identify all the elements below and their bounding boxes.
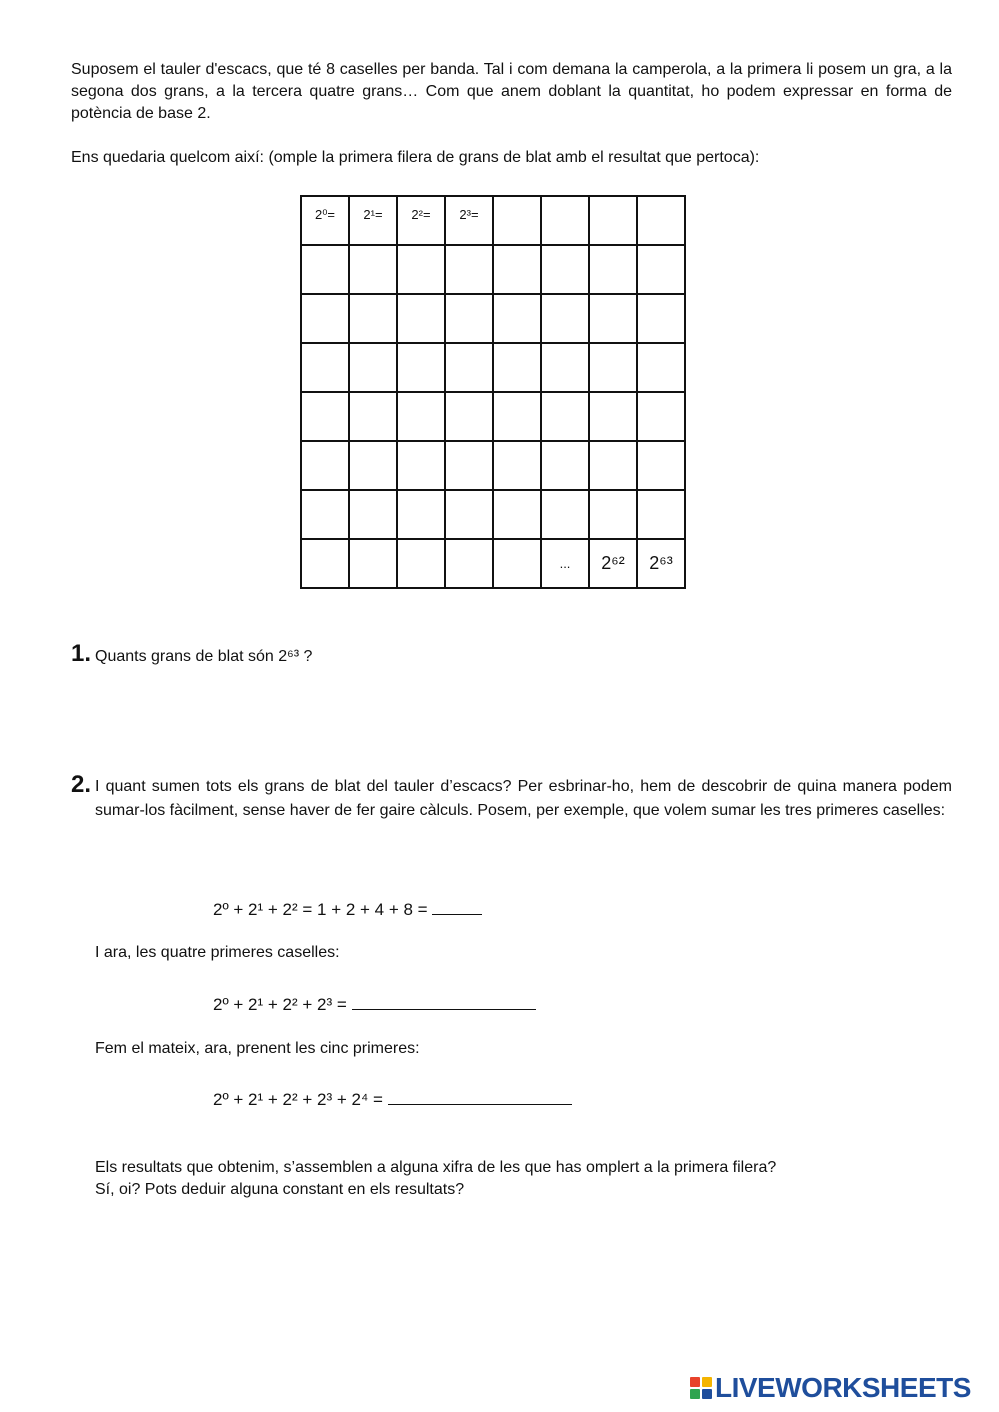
- board-cell: [445, 392, 493, 441]
- board-cell: [445, 294, 493, 343]
- board-cell: [541, 343, 589, 392]
- board-row: [301, 392, 685, 441]
- equation-four-cells: [213, 991, 536, 1016]
- board-cell: [637, 392, 685, 441]
- board-cell: [301, 490, 349, 539]
- board-cell: [493, 539, 541, 588]
- board-cell: [445, 245, 493, 294]
- board-cell: [397, 392, 445, 441]
- answer-blank-3[interactable]: [388, 1086, 572, 1105]
- board-cell[interactable]: [637, 196, 685, 245]
- board-row: [301, 343, 685, 392]
- board-row-last: [301, 539, 685, 588]
- board-cell[interactable]: [493, 196, 541, 245]
- board-cell: [589, 294, 637, 343]
- question-1-number: 1.: [71, 640, 92, 667]
- board-cell: [589, 490, 637, 539]
- board-cell: [349, 441, 397, 490]
- board-cell: [301, 294, 349, 343]
- liveworksheets-logo-icon: [690, 1377, 712, 1399]
- board-cell: [589, 392, 637, 441]
- board-cell: [541, 392, 589, 441]
- question-2-number: 2.: [71, 771, 92, 798]
- board-cell: [301, 392, 349, 441]
- board-cell: [637, 441, 685, 490]
- board-cell: [301, 441, 349, 490]
- board-cell: [541, 441, 589, 490]
- board-cell[interactable]: [541, 196, 589, 245]
- board-cell: [637, 490, 685, 539]
- equation-five-cells-text: 2º + 2¹ + 2² + 2³ + 2⁴ =: [213, 1090, 388, 1109]
- board-cell: [493, 441, 541, 490]
- question-1-text: Quants grans de blat són 2⁶³ ?: [95, 648, 313, 665]
- board-cell: [349, 490, 397, 539]
- board-cell: [589, 441, 637, 490]
- board-cell-2-pow-63: 2⁶³: [637, 539, 685, 588]
- board-row: [301, 294, 685, 343]
- board-cell: [493, 490, 541, 539]
- board-cell[interactable]: 2⁰=: [301, 196, 349, 245]
- board-cell: [493, 294, 541, 343]
- board-cell: [397, 539, 445, 588]
- chessboard-table: [300, 195, 686, 589]
- board-cell: [445, 539, 493, 588]
- board-cell: [493, 245, 541, 294]
- board-cell: [637, 294, 685, 343]
- board-cell: [349, 245, 397, 294]
- board-cell[interactable]: 2¹=: [349, 196, 397, 245]
- board-cell: [397, 245, 445, 294]
- equation-three-cells-text: 2º + 2¹ + 2² = 1 + 2 + 4 + 8 =: [213, 900, 433, 919]
- five-cells-instruction: Fem el mateix, ara, prenent les cinc primeres:: [95, 1040, 420, 1057]
- board-cell: [445, 343, 493, 392]
- board-cell: [493, 343, 541, 392]
- board-row: [301, 490, 685, 539]
- intro-paragraph: Suposem el tauler d'escacs, que té 8 caselles per banda. Tal i com demana la camperola, a la primera li posem un gra, a la segona dos grans, a la tercera quatre grans… Com que anem doblant la quantitat, ho podem expressar en forma de potència de base 2.: [71, 61, 952, 122]
- board-cell-ellipsis: ...: [541, 539, 589, 588]
- equation-four-cells-text: 2º + 2¹ + 2² + 2³ =: [213, 995, 352, 1014]
- board-row: [301, 245, 685, 294]
- board-cell: [445, 441, 493, 490]
- board-cell: [349, 343, 397, 392]
- board-cell[interactable]: [589, 196, 637, 245]
- board-cell: [349, 539, 397, 588]
- board-row-first: [301, 196, 685, 245]
- board-cell: [493, 392, 541, 441]
- equation-five-cells: [213, 1086, 572, 1111]
- board-cell: [397, 294, 445, 343]
- board-cell: [589, 343, 637, 392]
- four-cells-instruction: I ara, les quatre primeres caselles:: [95, 944, 340, 961]
- answer-blank-2[interactable]: [352, 991, 536, 1010]
- answer-blank-1[interactable]: [432, 896, 482, 915]
- board-cell: [637, 343, 685, 392]
- closing-line-1: Els resultats que obtenim, s’assemblen a alguna xifra de les que has omplert a la primera filera?: [95, 1159, 777, 1176]
- board-cell: [301, 343, 349, 392]
- question-2-text: I quant sumen tots els grans de blat del tauler d’escacs? Per esbrinar-ho, hem de descobrir de quina manera podem sumar-los fàcilment, sense haver de fer gaire càlculs. Posem, per exemple, que volem sumar les tres primeres caselles:: [95, 778, 952, 819]
- board-cell-2-pow-62: 2⁶²: [589, 539, 637, 588]
- closing-line-2: Sí, oi? Pots deduir alguna constant en els resultats?: [95, 1181, 465, 1198]
- board-cell: [397, 343, 445, 392]
- closing-question: [95, 1157, 776, 1201]
- board-cell: [637, 245, 685, 294]
- board-cell: [349, 294, 397, 343]
- board-cell: [541, 245, 589, 294]
- board-cell: [349, 392, 397, 441]
- board-cell: [301, 245, 349, 294]
- board-cell[interactable]: 2²=: [397, 196, 445, 245]
- board-cell: [541, 294, 589, 343]
- board-cell[interactable]: 2³=: [445, 196, 493, 245]
- instruction-paragraph: Ens quedaria quelcom així: (omple la primera filera de grans de blat amb el resultat que pertoca):: [71, 149, 760, 166]
- board-row: [301, 441, 685, 490]
- board-cell: [445, 490, 493, 539]
- logo-text: LIVEWORKSHEETS: [715, 1372, 971, 1403]
- equation-three-cells: [213, 896, 482, 921]
- board-cell: [541, 490, 589, 539]
- liveworksheets-logo: [690, 1373, 971, 1403]
- board-cell: [589, 245, 637, 294]
- board-cell: [397, 490, 445, 539]
- board-cell: [397, 441, 445, 490]
- board-cell: [301, 539, 349, 588]
